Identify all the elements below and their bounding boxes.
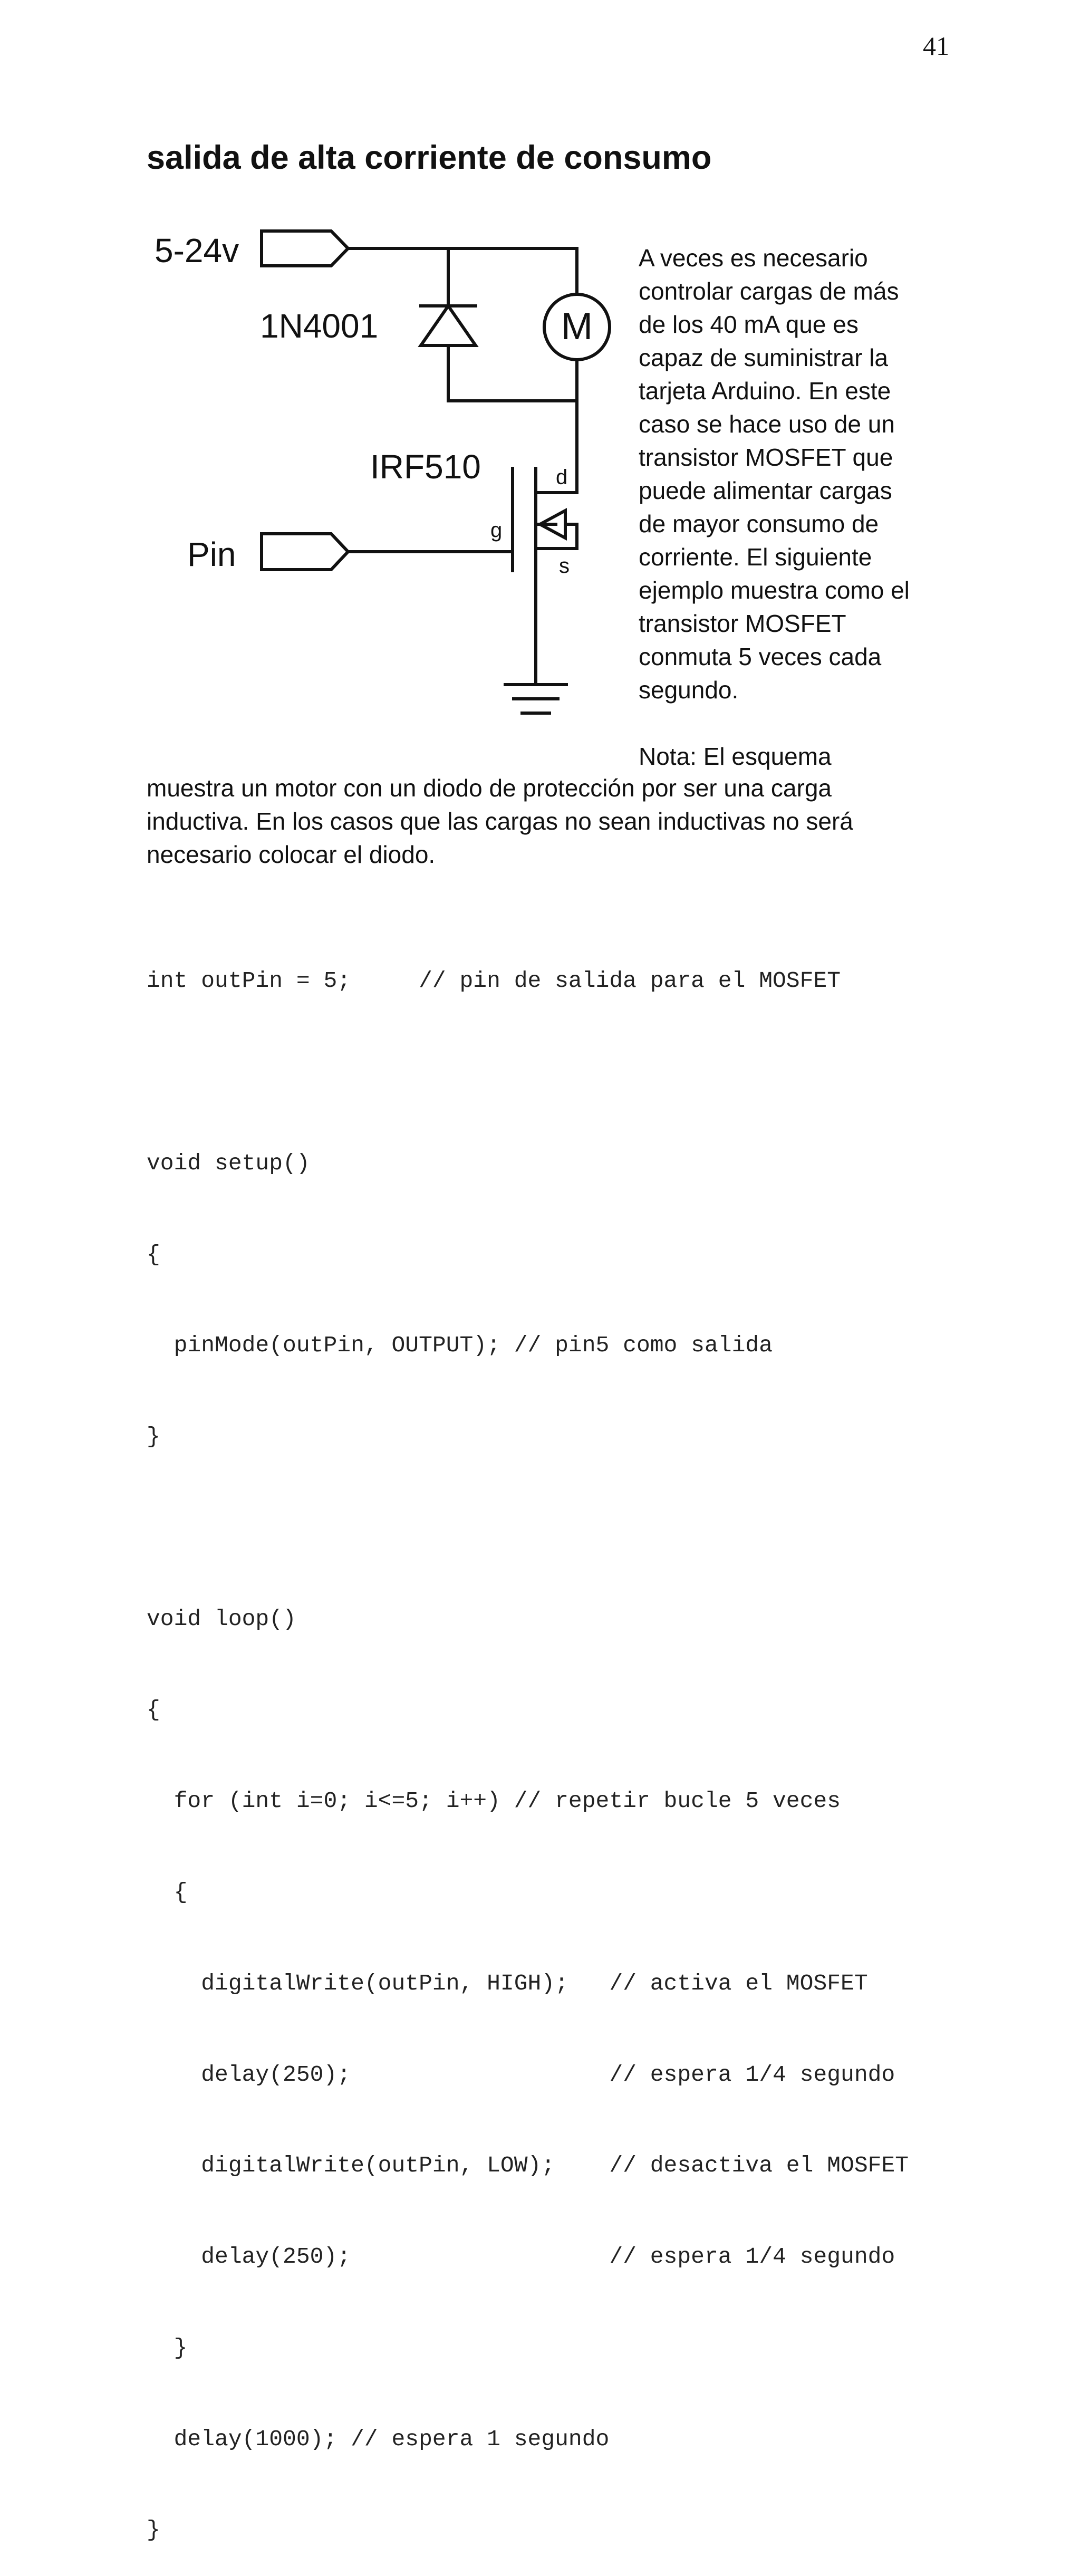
description-line: A veces es necesario	[639, 244, 868, 272]
motor-label: M	[561, 305, 593, 348]
code-line: digitalWrite(outPin, LOW); // desactiva el MOSFET	[147, 2152, 909, 2179]
supply-label: 5-24v	[155, 232, 239, 270]
code-line: void setup()	[147, 1150, 310, 1176]
transistor-label: IRF510	[370, 448, 481, 486]
note-line: inductiva. En los casos que las cargas no sean inductivas no será	[147, 808, 853, 835]
note-line: necesario colocar el diodo.	[147, 841, 436, 868]
note-heading: Nota: El esquema	[639, 743, 832, 770]
page-title: salida de alta corriente de consumo	[147, 139, 712, 176]
description-line: conmuta 5 veces cada	[639, 643, 882, 670]
diode-label: 1N4001	[260, 307, 379, 345]
code-line: {	[147, 1241, 160, 1267]
pin-connector	[262, 534, 348, 570]
code-line: delay(250); // espera 1/4 segundo	[147, 2061, 895, 2088]
page-number: 41	[923, 31, 949, 61]
description-line: ejemplo muestra como el	[639, 576, 910, 604]
source-label: s	[559, 554, 570, 578]
code-line: {	[147, 1697, 160, 1723]
code-line: }	[147, 2334, 188, 2361]
drain-label: d	[556, 466, 568, 489]
description-text	[639, 242, 944, 773]
code-line: {	[147, 1879, 188, 1905]
note-paragraph	[147, 772, 959, 871]
diode-triangle	[421, 306, 476, 345]
description-line: caso se hace uso de un	[639, 410, 895, 438]
description-line: puede alimentar cargas	[639, 477, 892, 504]
gate-label: g	[490, 518, 503, 542]
code-line: pinMode(outPin, OUTPUT); // pin5 como salida	[147, 1332, 773, 1359]
description-line: transistor MOSFET que	[639, 444, 893, 471]
description-line: segundo.	[639, 676, 739, 704]
description-line: transistor MOSFET	[639, 610, 846, 637]
note-line: muestra un motor con un diodo de protección por ser una carga	[147, 774, 832, 802]
code-listing	[147, 905, 909, 2576]
code-line: void loop()	[147, 1606, 296, 1632]
code-line: }	[147, 1424, 160, 1450]
code-line: delay(250); // espera 1/4 segundo	[147, 2244, 895, 2270]
code-line: digitalWrite(outPin, HIGH); // activa el MOSFET	[147, 1970, 868, 1996]
code-line: delay(1000); // espera 1 segundo	[147, 2426, 610, 2452]
description-line: capaz de suministrar la	[639, 344, 888, 371]
code-line: int outPin = 5; // pin de salida para el MOSFET	[147, 968, 841, 994]
pin-label: Pin	[187, 535, 236, 573]
code-line: }	[147, 2517, 160, 2543]
code-line	[147, 1513, 909, 1543]
description-line: tarjeta Arduino. En este	[639, 377, 891, 405]
description-line: de mayor consumo de	[639, 510, 879, 537]
code-line	[147, 1057, 909, 1088]
description-line: controlar cargas de más	[639, 277, 899, 305]
code-line: for (int i=0; i<=5; i++) // repetir bucle 5 veces	[147, 1788, 841, 1814]
description-line: de los 40 mA que es	[639, 311, 859, 338]
mosfet-circuit-diagram	[142, 216, 628, 733]
description-line: corriente. El siguiente	[639, 543, 872, 571]
supply-connector	[262, 231, 348, 266]
